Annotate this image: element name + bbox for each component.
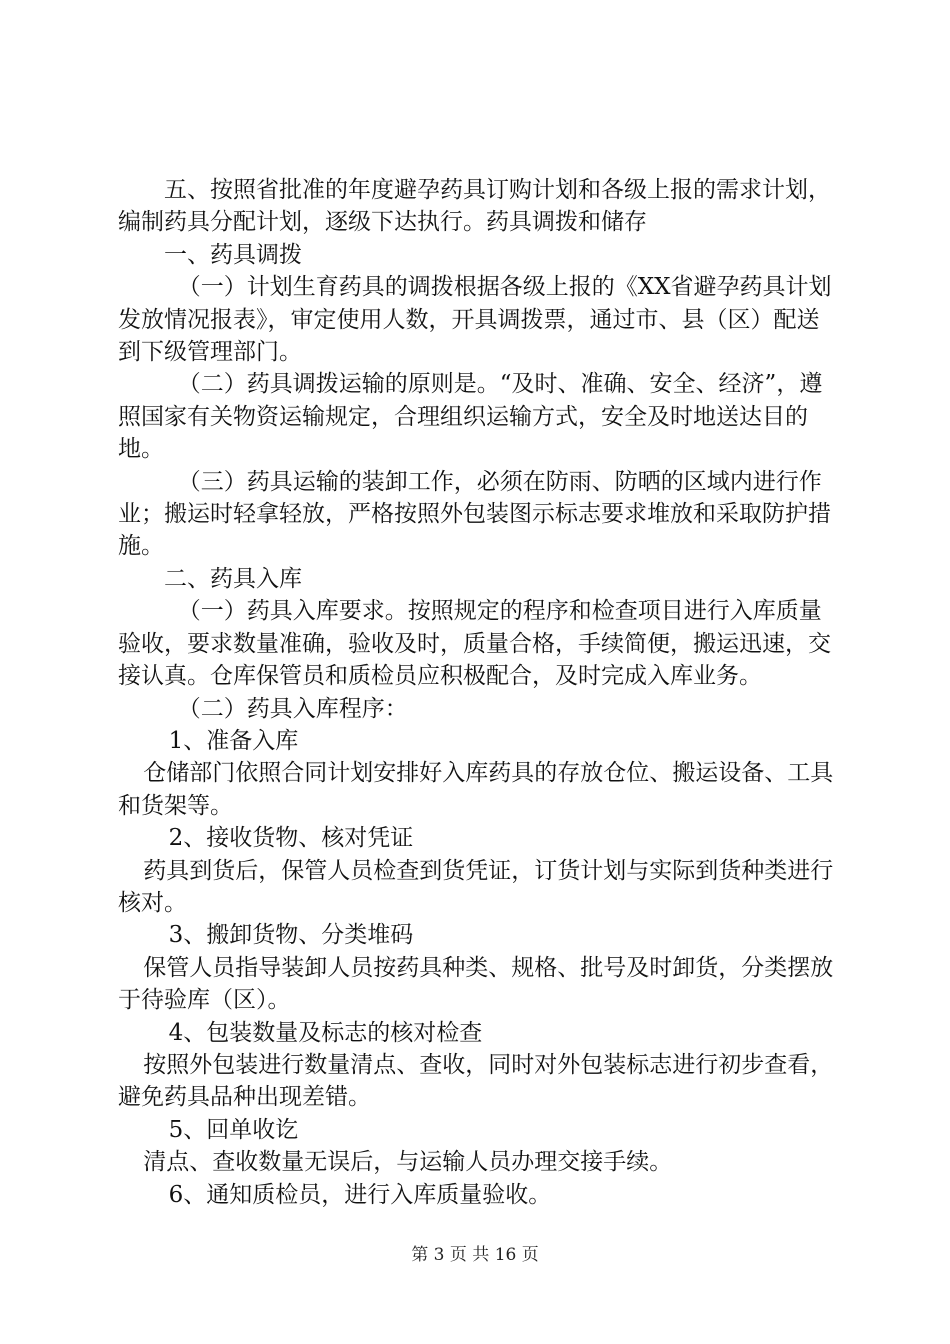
- step-heading: 4、包装数量及标志的核对检查: [168, 1019, 483, 1046]
- step-heading: 5、回单收讫: [168, 1116, 299, 1143]
- paragraph: 按照外包装进行数量清点、查收，同时对外包装标志进行初步查看，避免药具品种出现差错。: [118, 1051, 834, 1111]
- paragraph: 五、按照省批准的年度避孕药具订购计划和各级上报的需求计划，编制药具分配计划，逐级下达执行。药具调拨和储存: [118, 177, 831, 236]
- paragraph: 仓储部门依照合同计划安排好入库药具的存放仓位、搬运设备、工具和货架等。: [118, 760, 834, 819]
- section-heading: 一、药具调拨: [164, 241, 302, 268]
- paragraph: 药具到货后，保管人员检查到货凭证，订货计划与实际到货种类进行核对。: [118, 857, 834, 916]
- step-heading: 3、搬卸货物、分类堆码: [168, 922, 414, 949]
- document-body: [118, 174, 838, 1211]
- paragraph: （一）药具入库要求。按照规定的程序和检查项目进行入库质量验收，要求数量准确，验收及时，质量合格，手续简便，搬运迅速，交接认真。仓库保管员和质检员应积极配合，及时完成入库业务。: [118, 598, 831, 690]
- paragraph: （二）药具调拨运输的原则是。“及时、准确、安全、经济”，遵照国家有关物资运输规定，合理组织运输方式，安全及时地送达目的地。: [118, 371, 823, 463]
- subsection-heading: （二）药具入库程序：: [177, 695, 408, 722]
- step-heading: 1、准备入库: [168, 727, 299, 754]
- step-heading: 2、接收货物、核对凭证: [168, 825, 414, 852]
- paragraph: 清点、查收数量无误后，与运输人员办理交接手续。: [143, 1149, 673, 1176]
- section-heading: 二、药具入库: [164, 565, 302, 592]
- paragraph: （三）药具运输的装卸工作，必须在防雨、防晒的区域内进行作业；搬运时轻拿轻放，严格按照外包装图示标志要求堆放和采取防护措施。: [118, 468, 831, 560]
- paragraph: 保管人员指导装卸人员按药具种类、规格、批号及时卸货，分类摆放于待验库（区）。: [118, 954, 834, 1014]
- paragraph: （一）计划生育药具的调拨根据各级上报的《XX省避孕药具计划发放情况报表》，审定使用人数，开具调拨票，通过市、县（区）配送到下级管理部门。: [118, 274, 832, 366]
- page-footer: 第 3 页 共 16 页: [411, 1245, 539, 1265]
- step-heading: 6、通知质检员，进行入库质量验收。: [168, 1181, 552, 1208]
